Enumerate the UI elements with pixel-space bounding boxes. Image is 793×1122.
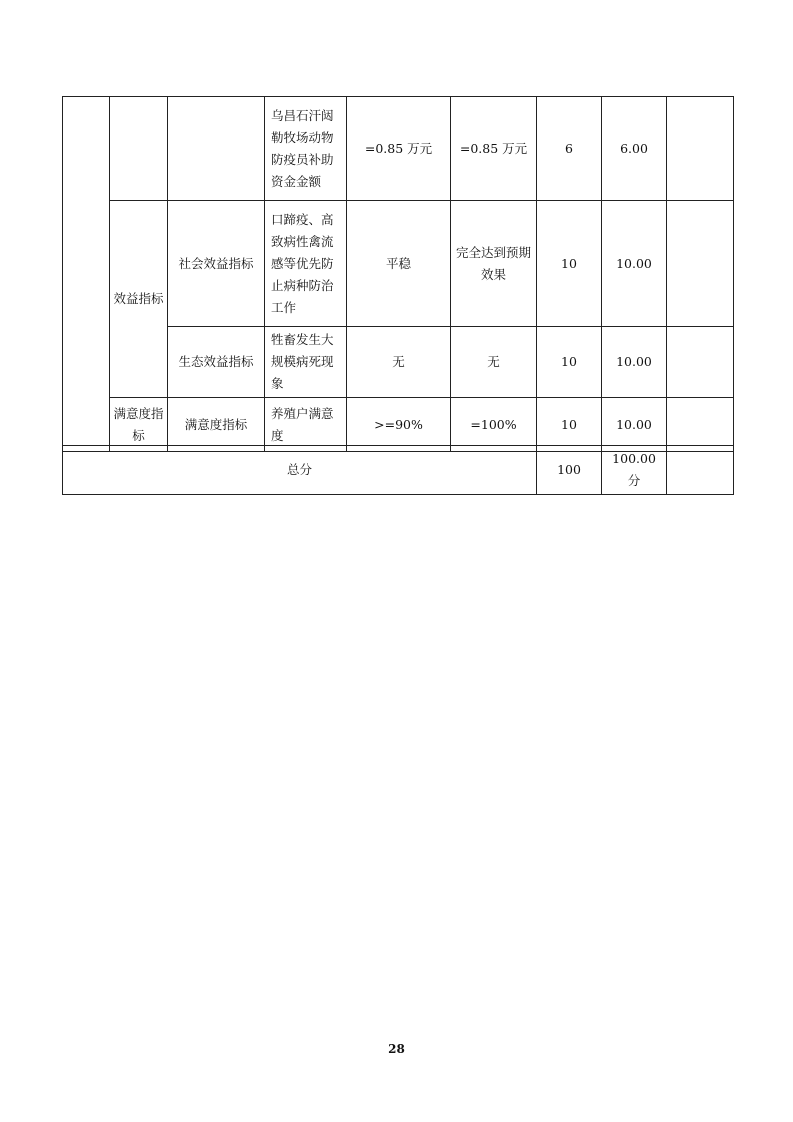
weight-cell: 10 [537,201,602,327]
target-cell: 平稳 [347,201,451,327]
actual-cell: 无 [451,327,537,398]
score-cell: 6.00 [602,97,667,201]
category-cell-empty [168,97,265,201]
indicator-cell: 养殖户满意度 [265,398,347,452]
target-cell: =0.85 万元 [347,97,451,201]
target-cell: 无 [347,327,451,398]
table-row-funding [63,97,734,201]
weight-cell: 6 [537,97,602,201]
indicator-cell: 口蹄疫、高致病性禽流感等优先防止病种防治工作 [265,201,347,327]
total-score-cell: 100.00 分 [602,446,667,495]
indicator-cell: 牲畜发生大规模病死现象 [265,327,347,398]
score-cell: 10.00 [602,398,667,452]
performance-table [62,96,734,452]
category-cell: 生态效益指标 [168,327,265,398]
target-cell: >=90% [347,398,451,452]
benefit-group-cell: 效益指标 [110,201,168,398]
outer-category-cell [63,97,110,452]
score-cell: 10.00 [602,201,667,327]
group-cell-empty [110,97,168,201]
satisfaction-group-cell: 满意度指标 [110,398,168,452]
total-table [62,445,734,495]
page-number: 28 [388,1042,405,1056]
remark-cell [667,327,734,398]
weight-cell: 10 [537,398,602,452]
actual-cell: =0.85 万元 [451,97,537,201]
table-row-total [63,446,734,495]
indicator-cell: 乌昌石汗闼勒牧场动物防疫员补助资金金额 [265,97,347,201]
remark-cell [667,201,734,327]
table-row-social [63,201,734,327]
actual-cell: 完全达到预期效果 [451,201,537,327]
score-cell: 10.00 [602,327,667,398]
actual-cell: =100% [451,398,537,452]
total-weight-cell: 100 [537,446,602,495]
category-cell: 社会效益指标 [168,201,265,327]
weight-cell: 10 [537,327,602,398]
total-label-cell: 总分 [63,446,537,495]
table-row-satisfaction [63,398,734,452]
remark-cell [667,398,734,452]
category-cell: 满意度指标 [168,398,265,452]
remark-cell [667,97,734,201]
remark-cell [667,446,734,495]
